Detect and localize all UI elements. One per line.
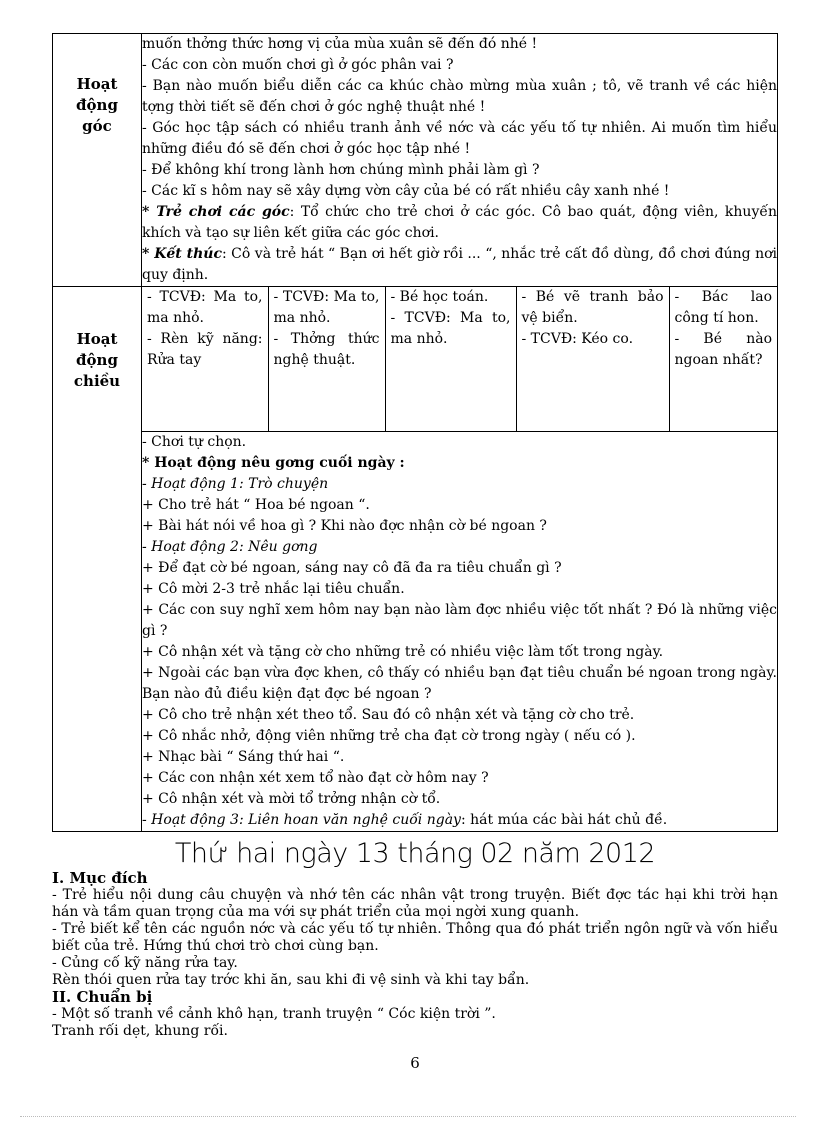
label-word: động	[76, 96, 118, 114]
text-line: - Trẻ biết kể tên các nguồn nớc và các yếu tố tự nhiên. Thông qua đó phát triển ngôn ngữ và vốn hiểu biết của trẻ. Hứng thú chơi trò chơi cùng bạn.	[52, 921, 778, 954]
label-word: góc	[82, 117, 112, 135]
text-line: + Cho trẻ hát “ Hoa bé ngoan “.	[142, 497, 370, 513]
text-line: + Các con suy nghĩ xem hôm nay bạn nào làm đợc nhiều việc tốt nhất ? Đó là những việc gì ?	[142, 602, 777, 639]
document-page	[52, 33, 778, 1072]
ket-thuc-paragraph	[142, 244, 777, 286]
text-line: + Bài hát nói về hoa gì ? Khi nào đợc nhận cờ bé ngoan ?	[142, 518, 547, 534]
weekday-cell-5: - Bác lao công tí hon. - Bé nào ngoan nhất?	[674, 289, 772, 368]
row-label-goc	[53, 34, 142, 287]
text-line: + Ngoài các bạn vừa đợc khen, cô thấy có nhiều bạn đạt tiêu chuẩn bé ngoan trong ngày. Bạn nào đủ điều kiện đạt đợc bé ngoan ?	[142, 665, 777, 702]
text-line: - Củng cố kỹ năng rửa tay.	[52, 955, 238, 971]
hoat-dong-3-line	[142, 810, 777, 831]
row-hoat-dong-chieu	[53, 287, 778, 432]
label-word: Hoạt	[76, 75, 118, 93]
goc-content	[142, 34, 778, 287]
tre-choi-label: * Trẻ chơi các góc	[142, 204, 290, 220]
hoat-dong-3-text: : hát múa các bài hát chủ đề.	[460, 812, 668, 828]
text-line: + Nhạc bài “ Sáng thứ hai “.	[142, 749, 345, 765]
label-word: Hoạt	[76, 330, 118, 348]
text-line: + Các con nhận xét xem tổ nào đạt cờ hôm nay ?	[142, 770, 489, 786]
text-line: + Cô mời 2-3 trẻ nhắc lại tiêu chuẩn.	[142, 581, 405, 597]
weekday-cell-3: - Bé học toán. - TCVĐ: Ma to, ma nhỏ.	[385, 287, 516, 431]
text-line: - Hoạt động 1: Trò chuyện	[142, 476, 329, 492]
weekday-columns	[142, 287, 778, 432]
text-line: Tranh rối dẹt, khung rối.	[52, 1023, 228, 1039]
section-heading: II. Chuẩn bị	[52, 988, 153, 1006]
text-line: + Để đạt cờ bé ngoan, sáng nay cô đã đa ra tiêu chuẩn gì ?	[142, 560, 562, 576]
text-line: - Trẻ hiểu nội dung câu chuyện và nhớ tên các nhân vật trong truyện. Biết đợc tác hại khi trời hạn hán và tầm quan trọng của ma với sự phát triển của mọi ngời xung quanh.	[52, 887, 778, 920]
text-line: - Chơi tự chọn.	[142, 434, 247, 450]
text-line: - Bạn nào muốn biểu diễn các ca khúc chào mừng mùa xuân ; tô, vẽ tranh về các hiện tợng thời tiết sẽ đến chơi ở góc nghệ thuật nhé !	[142, 78, 777, 115]
ket-thuc-text: : Cô và trẻ hát “ Bạn ơi hết giờ rồi ... “, nhắc trẻ cất đồ dùng, đồ chơi đúng nơi quy định.	[142, 246, 777, 283]
page-number: 6	[410, 1054, 420, 1072]
text-line: + Cô nhận xét và mời tổ trởng nhận cờ tổ.	[142, 791, 441, 807]
row-chieu-detail	[53, 432, 778, 832]
text-line: + Cô nhắc nhở, động viên những trẻ cha đạt cờ trong ngày ( nếu có ).	[142, 728, 636, 744]
row-label-chieu	[53, 287, 142, 832]
text-line: - Các con còn muốn chơi gì ở góc phân vai ?	[142, 57, 454, 73]
weekday-cell-1: - TCVĐ: Ma to, ma nhỏ. - Rèn kỹ năng: Rửa tay	[142, 287, 268, 431]
section-muc-dich	[52, 870, 778, 989]
text-line: muốn thởng thức hơng vị của mùa xuân sẽ đến đó nhé !	[142, 36, 538, 52]
text-line: + Cô nhận xét và tặng cờ cho những trẻ có nhiều việc làm tốt trong ngày.	[142, 644, 664, 660]
text-line: - Hoạt động 2: Nêu gơng	[142, 539, 318, 555]
day-title: Thứ hai ngày 13 tháng 02 năm 2012	[174, 838, 656, 869]
tre-choi-text: : Tổ chức cho trẻ chơi ở các góc. Cô bao quát, động viên, khuyến khích và tạo sự liên kết giữa các góc chơi.	[142, 204, 777, 241]
page-edge-divider	[20, 1116, 796, 1117]
tre-choi-paragraph	[142, 202, 777, 244]
text-line: - Các kĩ s hôm nay sẽ xây dựng vờn cây của bé có rất nhiều cây xanh nhé !	[142, 183, 670, 199]
row-hoat-dong-goc	[53, 34, 778, 287]
hoat-dong-3-label: - Hoạt động 3: Liên hoan văn nghệ cuối ngày	[142, 812, 461, 828]
text-line: - Một số tranh về cảnh khô hạn, tranh truyện “ Cóc kiện trời ”.	[52, 1006, 496, 1022]
ket-thuc-label: * Kết thúc	[142, 246, 222, 262]
text-line: - Góc học tập sách có nhiều tranh ảnh về nớc và các yếu tố tự nhiên. Ai muốn tìm hiểu những điều đó sẽ đến chơi ở góc học tập nhé !	[142, 120, 777, 157]
chieu-content	[142, 432, 778, 832]
section-chuan-bi	[52, 989, 778, 1040]
weekday-cell-4: - Bé vẽ tranh bảo vệ biển. - TCVĐ: Kéo co.	[516, 287, 669, 431]
label-word: chiều	[73, 372, 121, 390]
text-line: - Để không khí trong lành hơn chúng mình phải làm gì ?	[142, 162, 540, 178]
text-line: * Hoạt động nêu gơng cuối ngày :	[142, 455, 405, 471]
section-heading: I. Mục đích	[52, 869, 148, 887]
weekday-cell-2: - TCVĐ: Ma to, ma nhỏ. - Thởng thức nghệ thuật.	[268, 287, 385, 431]
text-line: + Cô cho trẻ nhận xét theo tổ. Sau đó cô nhận xét và tặng cờ cho trẻ.	[142, 707, 635, 723]
activity-table	[52, 33, 778, 832]
label-word: động	[76, 351, 118, 369]
text-line: Rèn thói quen rửa tay trớc khi ăn, sau khi đi vệ sinh và khi tay bẩn.	[52, 972, 530, 988]
